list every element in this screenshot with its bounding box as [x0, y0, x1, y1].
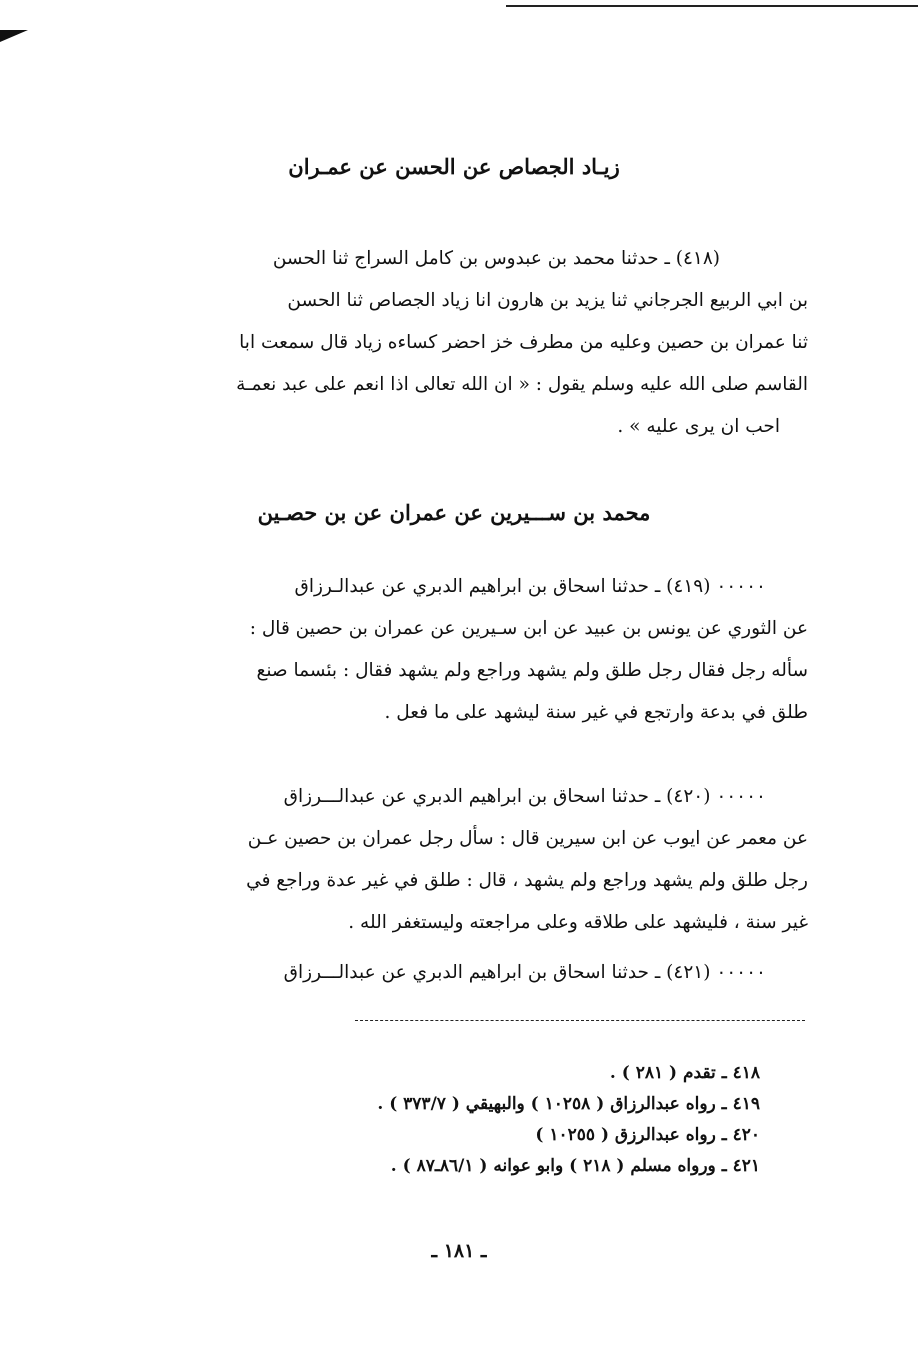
hadith-420-line-1: ٠٠٠٠٠ (٤٢٠) ـ حدثنا اسحاق بن ابراهيم الدبري عن عبدالـــرزاق — [283, 786, 766, 807]
hadith-419-line-4: طلق في بدعة وارتجع في غير سنة ليشهد على ما فعل . — [384, 702, 808, 723]
footnote-420: ٤٢٠ ـ رواه عبدالرزق ( ١٠٢٥٥ ) — [535, 1125, 760, 1145]
hadith-419-line-3: سأله رجل فقال رجل طلق ولم يشهد وراجع ولم يشهد فقال : بئسما صنع — [256, 660, 808, 681]
footnotes-list — [100, 1058, 760, 1182]
footnote-419: ٤١٩ ـ رواه عبدالرزاق ( ١٠٢٥٨ ) والبهيقي ( ٣٧٣/٧ ) . — [377, 1094, 760, 1114]
footnote-421: ٤٢١ ـ ورواه مسلم ( ٢١٨ ) وابو عوانه ( ٨٦/١ـ٨٧ ) . — [390, 1156, 760, 1176]
section-heading-ziyad: زيـاد الجصاص عن الحسن عن عمـران — [288, 154, 620, 179]
hadith-419-line-1: ٠٠٠٠٠ (٤١٩) ـ حدثنا اسحاق بن ابراهيم الدبري عن عبدالـرزاق — [294, 576, 766, 597]
hadith-421 — [100, 952, 808, 994]
hadith-418-line-5: احب ان يرى عليه » . — [617, 416, 780, 437]
corner-mark — [0, 30, 28, 42]
hadith-418-line-3: ثنا عمران بن حصين وعليه من مطرف خز احضر كساءه زياد قال سمعت ابا — [239, 332, 808, 353]
hadith-420 — [100, 776, 808, 944]
hadith-419 — [100, 566, 808, 734]
hadith-421-line-1: ٠٠٠٠٠ (٤٢١) ـ حدثنا اسحاق بن ابراهيم الدبري عن عبدالـــرزاق — [283, 962, 766, 983]
hadith-420-line-2: عن معمر عن ايوب عن ابن سيرين قال : سأل رجل عمران بن حصين عـن — [247, 828, 808, 849]
hadith-419-line-2: عن الثوري عن يونس بن عبيد عن ابن سـيرين عن عمران بن حصين قال : — [249, 618, 808, 639]
footnote-separator — [355, 1020, 805, 1021]
hadith-418-line-1: (٤١٨) ـ حدثنا محمد بن عبدوس بن كامل السراج ثنا الحسن — [272, 248, 720, 269]
hadith-420-line-3: رجل طلق ولم يشهد وراجع ولم يشهد ، قال : طلق في غير عدة وراجع في — [246, 870, 808, 891]
hadith-420-line-4: غير سنة ، فليشهد على طلاقه وعلى مراجعته وليستغفر الله . — [348, 912, 808, 933]
footnote-418: ٤١٨ ـ تقدم ( ٢٨١ ) . — [609, 1063, 760, 1083]
hadith-418-line-2: بن ابي الربيع الجرجاني ثنا يزيد بن هارون انا زياد الجصاص ثنا الحسن — [287, 290, 808, 311]
section-heading-ibn-sirin: محمد بن ســـيرين عن عمران عن بن حصـين — [257, 500, 651, 525]
page-number: ـ ١٨١ ـ — [431, 1240, 487, 1262]
hadith-418 — [100, 238, 808, 448]
hadith-418-line-4: القاسم صلى الله عليه وسلم يقول : « ان الله تعالى اذا انعم على عبد نعمـة — [236, 374, 808, 395]
